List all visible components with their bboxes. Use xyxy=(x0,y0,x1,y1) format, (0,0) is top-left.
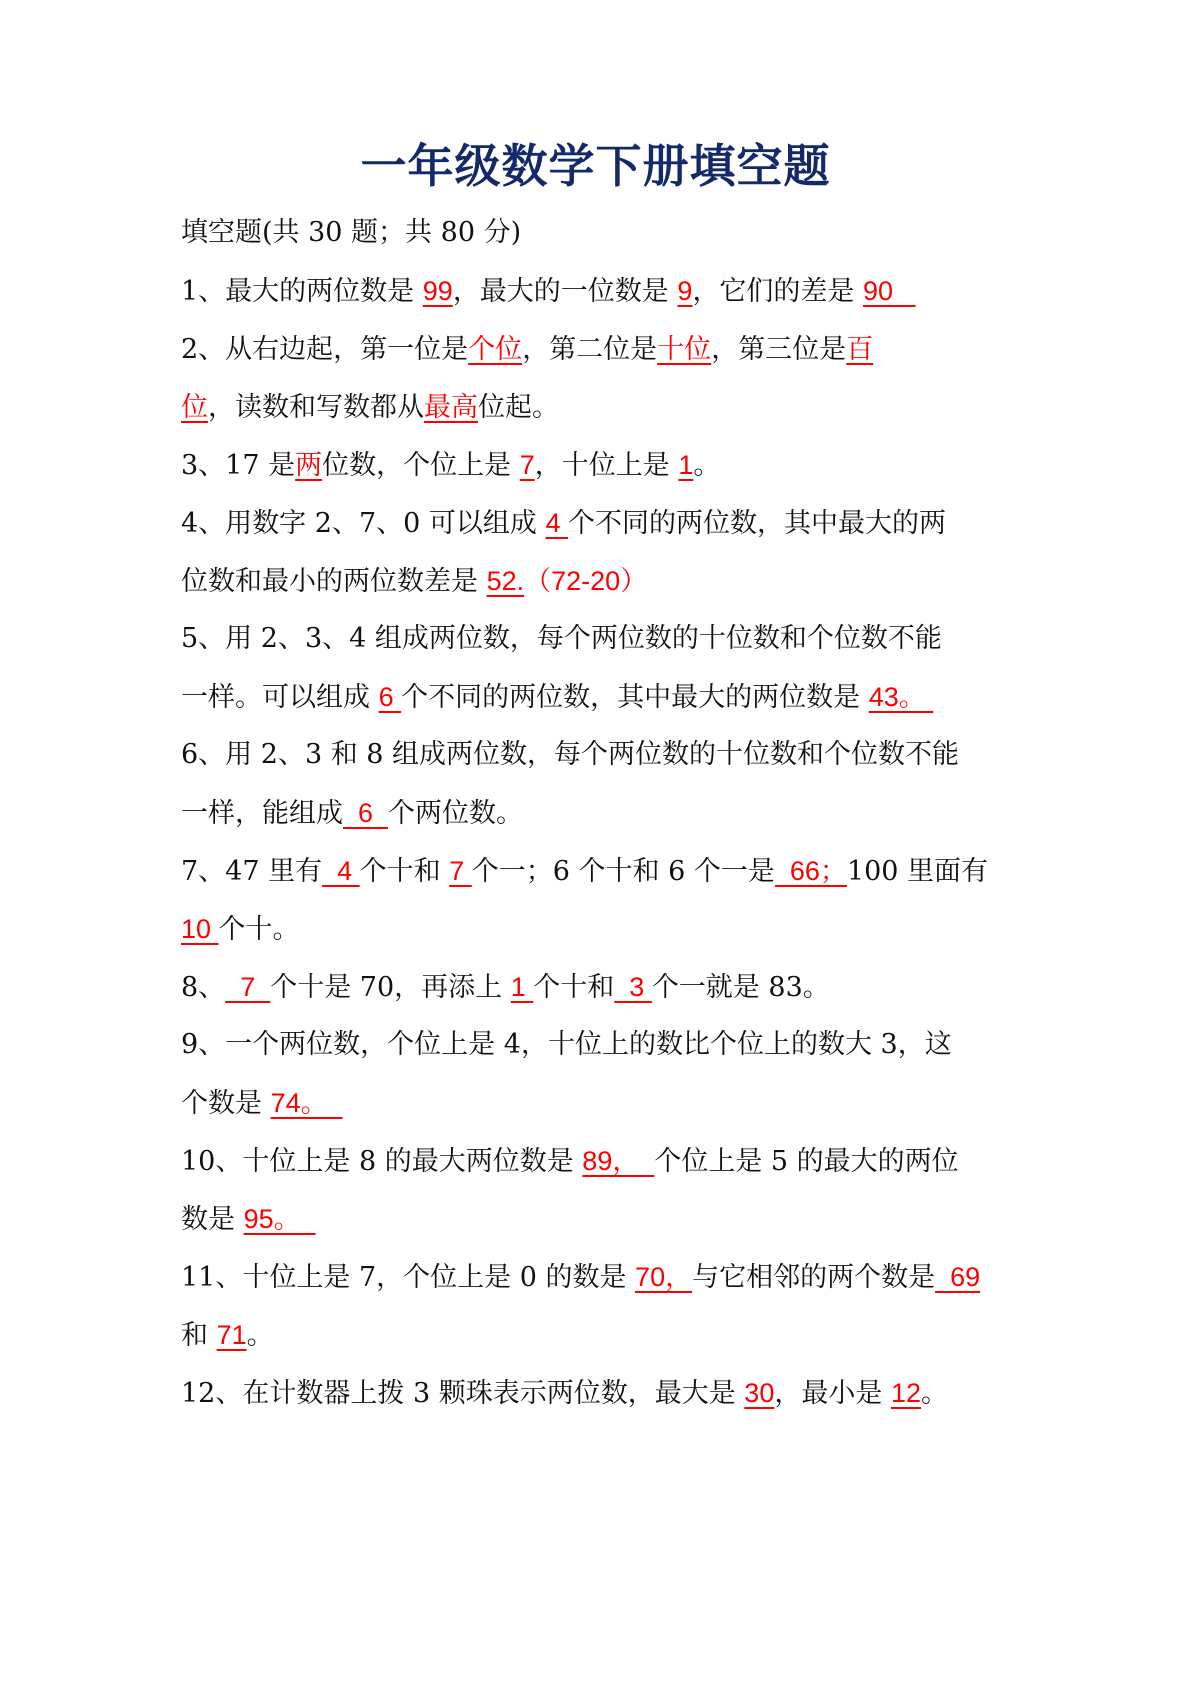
question-line xyxy=(181,726,1031,784)
question-line xyxy=(181,1190,1031,1248)
answer-blank: 6 xyxy=(378,682,402,712)
answer-blank: 71 xyxy=(216,1320,247,1350)
question-text: 个不同的两位数，其中最大的两位数是 xyxy=(401,682,869,713)
question-text: 个不同的两位数，其中最大的两 xyxy=(568,508,946,539)
question-text: ，最小是 xyxy=(774,1378,891,1409)
answer-blank: 52. xyxy=(486,566,525,596)
question-line xyxy=(181,842,1031,900)
answer-blank: 99 xyxy=(422,276,453,306)
answer-blank: 6 xyxy=(343,798,389,828)
question-line xyxy=(181,1016,1031,1074)
answer-blank: 4 xyxy=(322,856,360,886)
answer-blank: 43。 xyxy=(868,682,934,712)
question-text: 数是 xyxy=(181,1204,244,1235)
question-text: ，读数和写数都从 xyxy=(208,392,424,423)
question-text: 9、一个两位数，个位上是 4，十位上的数比个位上的数大 3，这 xyxy=(181,1029,952,1060)
answer-blank: 4 xyxy=(545,508,568,538)
question-text: 2、从右边起，第一位是 xyxy=(181,334,469,365)
question-line xyxy=(181,1132,1031,1190)
answer-blank: 个位 xyxy=(468,334,523,364)
question-text: 6、用 2、3 和 8 组成两位数，每个两位数的十位数和个位数不能 xyxy=(181,739,960,770)
question-text: 个一；6 个十和 6 个一是 xyxy=(471,856,775,887)
question-text: 10、十位上是 8 的最大两位数是 xyxy=(181,1146,583,1177)
question-text: 个十和 xyxy=(359,856,450,887)
answer-blank: 最高 xyxy=(424,392,478,422)
question-line xyxy=(181,784,1031,842)
question-line xyxy=(181,378,1031,436)
question-text: ，它们的差是 xyxy=(692,276,864,307)
answer-blank: 10 xyxy=(181,914,219,944)
answer-blank: 30 xyxy=(744,1378,775,1408)
question-line xyxy=(181,900,1031,958)
question-text: ，第三位是 xyxy=(711,334,847,365)
answer-blank: 7 xyxy=(519,450,535,480)
question-line xyxy=(181,958,1031,1016)
question-text: 与它相邻的两个数是 xyxy=(692,1262,936,1293)
question-text: 。 xyxy=(920,1378,948,1409)
question-text: 8、 xyxy=(181,972,226,1003)
answer-blank: 两 xyxy=(295,450,323,480)
question-text: 个位上是 5 的最大的两位 xyxy=(654,1146,959,1177)
page-title: 一年级数学下册填空题 xyxy=(360,139,831,193)
question-text: ，最大的一位数是 xyxy=(452,276,678,307)
question-text: 个十和 xyxy=(533,972,615,1003)
answer-blank: 3 xyxy=(614,972,652,1002)
answer-blank: 百 xyxy=(846,334,874,364)
question-line xyxy=(181,1364,1031,1422)
question-text: 位数和最小的两位数差是 xyxy=(181,566,487,597)
question-line xyxy=(181,668,1031,726)
question-text: 一样，能组成 xyxy=(181,798,343,829)
answer-blank: 89， xyxy=(582,1146,655,1176)
answer-blank: 位 xyxy=(181,392,208,422)
question-text: 和 xyxy=(181,1320,217,1351)
question-text: 4、用数字 2、7、0 可以组成 xyxy=(181,508,546,539)
question-text: 。 xyxy=(246,1320,274,1351)
answer-blank: 69 xyxy=(935,1262,981,1292)
question-line xyxy=(181,320,1031,378)
question-text: 一样。可以组成 xyxy=(181,682,379,713)
question-line xyxy=(181,552,1031,610)
question-line xyxy=(181,436,1031,494)
question-text: 11、十位上是 7，个位上是 0 的数是 xyxy=(181,1262,636,1293)
answer-blank: 7 xyxy=(449,856,472,886)
question-text: 1、最大的两位数是 xyxy=(181,276,423,307)
section-subtitle: 填空题(共 30 题；共 80 分) xyxy=(181,217,522,248)
question-text: 位数，个位上是 xyxy=(322,450,520,481)
answer-blank: 66； xyxy=(774,856,847,886)
question-line xyxy=(181,1306,1031,1364)
answer-note: （72-20） xyxy=(524,566,648,596)
question-text: ，第二位是 xyxy=(522,334,658,365)
question-text: 。 xyxy=(693,450,721,481)
question-text: 个十是 70，再添上 xyxy=(270,972,511,1003)
answer-blank: 十位 xyxy=(657,334,712,364)
question-line xyxy=(181,1248,1031,1306)
answer-blank: 1 xyxy=(678,450,694,480)
answer-blank: 1 xyxy=(510,972,534,1002)
answer-blank: 95。 xyxy=(243,1204,316,1234)
question-text: 7、47 里有 xyxy=(181,856,323,887)
question-text: 100 里面有 xyxy=(846,856,989,887)
question-text: 5、用 2、3、4 组成两位数，每个两位数的十位数和个位数不能 xyxy=(181,623,942,654)
question-line xyxy=(181,494,1031,552)
answer-blank: 7 xyxy=(225,972,271,1002)
question-text: 位起。 xyxy=(478,392,559,423)
question-line xyxy=(181,1074,1031,1132)
question-line xyxy=(181,610,1031,668)
answer-blank: 70， xyxy=(635,1262,693,1292)
answer-blank: 12 xyxy=(890,1378,921,1408)
question-text: 个一就是 83。 xyxy=(651,972,830,1003)
answer-blank: 90 xyxy=(863,276,916,306)
question-text: ，十位上是 xyxy=(534,450,679,481)
question-text: 个十。 xyxy=(218,914,300,945)
question-text: 个数是 xyxy=(181,1088,271,1119)
answer-blank: 9 xyxy=(677,276,693,306)
question-text: 3、17 是 xyxy=(181,450,296,481)
question-line xyxy=(181,262,1031,320)
question-text: 12、在计数器上拨 3 颗珠表示两位数，最大是 xyxy=(181,1378,745,1409)
question-list xyxy=(181,204,1031,1422)
answer-blank: 74。 xyxy=(270,1088,343,1118)
question-text: 个两位数。 xyxy=(388,798,524,829)
